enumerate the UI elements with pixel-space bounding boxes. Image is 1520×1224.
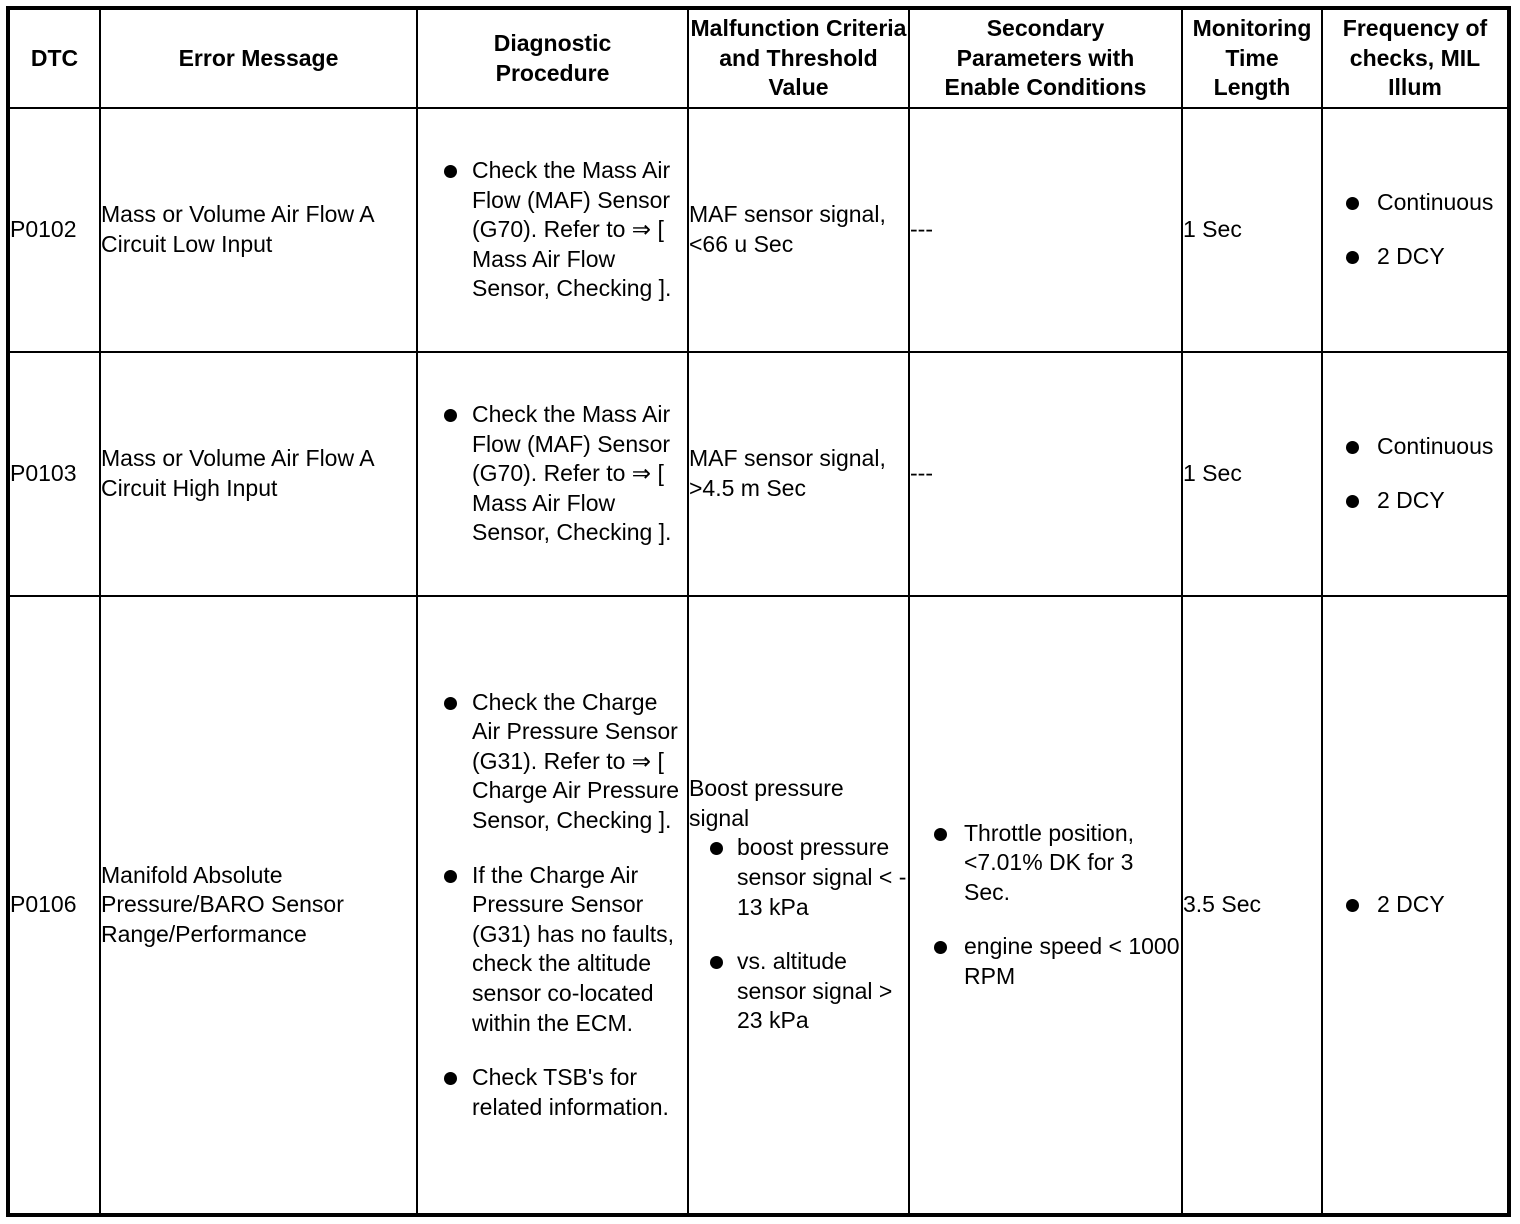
bullet-icon: [444, 409, 457, 422]
frequency-item: Continuous: [1323, 432, 1507, 462]
diagnostic-procedure: [417, 108, 688, 352]
bullet-icon: [444, 1072, 457, 1085]
table-row: [8, 596, 1509, 1215]
bullet-icon: [1346, 251, 1359, 264]
bullet-icon: [710, 842, 723, 855]
header-row: [8, 8, 1509, 108]
procedure-item: Check the Mass Air Flow (MAF) Sensor (G70). Refer to ⇒ [ Mass Air Flow Sensor, Checking ].: [418, 156, 687, 304]
header-frequency: Frequency of checks, MIL Illum: [1322, 8, 1509, 108]
frequency-item: 2 DCY: [1323, 486, 1507, 516]
malfunction-criteria: MAF sensor signal, >4.5 m Sec: [688, 352, 909, 596]
procedure-item: If the Charge Air Pressure Sensor (G31) has no faults, check the altitude sensor co-located within the ECM.: [418, 861, 687, 1039]
monitoring-time: 1 Sec: [1182, 352, 1322, 596]
frequency: [1322, 596, 1509, 1215]
frequency: [1322, 108, 1509, 352]
malfunction-item: boost pressure sensor signal < - 13 kPa: [689, 833, 908, 922]
error-message: Mass or Volume Air Flow A Circuit High Input: [100, 352, 417, 596]
error-message: Mass or Volume Air Flow A Circuit Low Input: [100, 108, 417, 352]
malfunction-text: Boost pressure signal: [689, 775, 844, 831]
bullet-icon: [1346, 197, 1359, 210]
secondary-parameters: ---: [909, 352, 1182, 596]
secondary-item: engine speed < 1000 RPM: [910, 932, 1181, 991]
bullet-icon: [934, 828, 947, 841]
bullet-icon: [1346, 441, 1359, 454]
dtc-code: P0106: [8, 596, 100, 1215]
header-dtc: DTC: [8, 8, 100, 108]
header-error-message: Error Message: [100, 8, 417, 108]
table-row: [8, 108, 1509, 352]
malfunction-item: vs. altitude sensor signal > 23 kPa: [689, 947, 908, 1036]
frequency: [1322, 352, 1509, 596]
header-malfunction-criteria: Malfunction Criteria and Threshold Value: [688, 8, 909, 108]
bullet-icon: [1346, 495, 1359, 508]
frequency-item: Continuous: [1323, 188, 1507, 218]
procedure-item: Check the Charge Air Pressure Sensor (G31). Refer to ⇒ [ Charge Air Pressure Sensor, Checking ].: [418, 688, 687, 836]
malfunction-criteria: [688, 596, 909, 1215]
dtc-table: [6, 6, 1511, 1217]
procedure-item: Check TSB's for related information.: [418, 1063, 687, 1122]
header-monitoring-time: Monitoring Time Length: [1182, 8, 1322, 108]
header-secondary-parameters: Secondary Parameters with Enable Conditions: [909, 8, 1182, 108]
bullet-icon: [444, 870, 457, 883]
table-row: [8, 352, 1509, 596]
diagnostic-procedure: [417, 596, 688, 1215]
frequency-item: 2 DCY: [1323, 242, 1507, 272]
frequency-item: 2 DCY: [1323, 890, 1507, 920]
bullet-icon: [710, 956, 723, 969]
dtc-code: P0102: [8, 108, 100, 352]
bullet-icon: [934, 941, 947, 954]
malfunction-criteria: MAF sensor signal, <66 u Sec: [688, 108, 909, 352]
header-diagnostic-procedure: Diagnostic Procedure: [417, 8, 688, 108]
secondary-parameters: ---: [909, 108, 1182, 352]
monitoring-time: 3.5 Sec: [1182, 596, 1322, 1215]
secondary-parameters: [909, 596, 1182, 1215]
monitoring-time: 1 Sec: [1182, 108, 1322, 352]
bullet-icon: [444, 165, 457, 178]
procedure-item: Check the Mass Air Flow (MAF) Sensor (G70). Refer to ⇒ [ Mass Air Flow Sensor, Checking ].: [418, 400, 687, 548]
error-message: Manifold Absolute Pressure/BARO Sensor Range/Performance: [100, 596, 417, 1215]
bullet-icon: [444, 697, 457, 710]
dtc-code: P0103: [8, 352, 100, 596]
secondary-item: Throttle position, <7.01% DK for 3 Sec.: [910, 819, 1181, 908]
diagnostic-procedure: [417, 352, 688, 596]
bullet-icon: [1346, 899, 1359, 912]
